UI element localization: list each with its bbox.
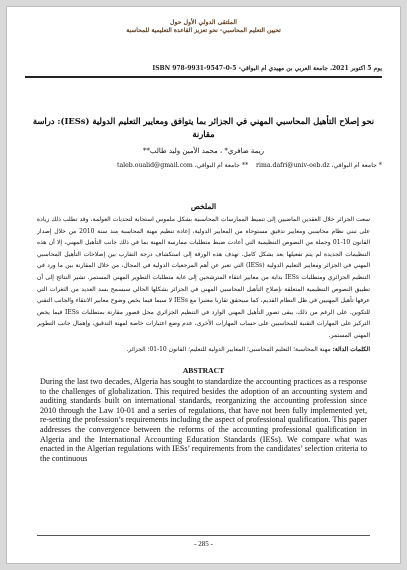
conference-title: الملتقى الدولي الأول حول [170, 19, 237, 26]
keywords-label: الكلمات الدالة: [332, 346, 370, 353]
conference-date-isbn: يوم 5 أكتوبر 2021، جامعة العربي بن مهيدي أم البواقي- ISBN 978-9931-9547-0-5 [152, 65, 382, 72]
arabic-keywords [37, 344, 370, 355]
arabic-abstract-heading: الملخص [190, 202, 217, 211]
conference-subtitle: تحيين التعليم المحاسبي- نحو تعزيز القاعدة التعليمية للمحاسبة [126, 27, 281, 35]
conference-header [25, 19, 382, 35]
header-divider [25, 76, 382, 78]
page-number: - 285 - [194, 540, 213, 548]
english-abstract-heading: ABSTRACT [182, 366, 225, 375]
english-abstract-body: During the last two decades, Algeria has sought to standardize the accounting practices as a response to the challenges of globalization. This required besides the adoption of an accounting system and auditing standards built on international standards, reorganizing the accounting profession since 2010 through the Law 10-01 and a series of regulations, that have not been fully implemented yet, re-setting the profession’s requirements including the aspect of professional qualification. This paper addresses the convergence between the reforms of the accounting professional qualification in Algeria and the International Accounting Education Standards (IESs). We compare what was enacted in the Algerian regulations with IESs’ requirements from the candidates’ selection criteria to the continuous [40, 377, 367, 463]
paper-page [6, 6, 401, 564]
arabic-abstract-body: سعت الجزائر خلال العقدين الماضيين إلى تنميط الممارسات المحاسبية بشكل ملموس استجابة لتحديات العولمة، وقد تطلب ذلك زيادة على تبني نظام محاسبي ومعايير تدقيق مستوحاة من المعايير الدولية، إعادة تنظيم مهنة المحاسبة منذ سنة 2010 من خلال إصدار القانون 10-01 وجملة من النصوص التنظيمية التي أعادت ضبط متطلبات ممارسة المهنة بما في ذلك جانب التأهيل المهني، إلا أن هذه التنظيمات الجديدة لم يتم تفعيلها بعد بشكل كامل. تهدف هذه الورقة إلى استكشاف درجة التقارب بين إصلاحات التأهيل المحاسبي المهني في الجزائر ومعايير التعليم الدولية (IESs) التي تعبر عن أهم المرجعيات الدولية في المجال، من خلال المقارنة بين ما ورد في التنظيم الجزائري ومتطلبات IESs بداية من معايير انتقاء المترشحين إلى غاية متطلبات التطوير المهني المستمر. تشير النتائج إلى أن تطبيق النصوص التنظيمية المتعلقة بإصلاح التأهيل المحاسبي المهني في الجزائر بشكلها الحالي سيسمح بسد العديد من الثغرات التي عرفها تأهيل المهنيين في ظل النظام القديم، كما سيحقق تقاربا معتبرا مع IESs لا سيما فيما يخص وضوح معايير الانتقاء والجانب التقني للتكوين. على الرغم من ذلك، يبقى تصور التأهيل المهني الوارد في التنظيم الجزائري محل قصور مقارنة بمتطلبات IESs فيما يخص التركيز على المهارات التقنية للمحاسبين على حساب المهارات الأخرى، عدم وضع اعتبارات خاصة لمهنة التدقيق، وإهمال جانب التطوير المهني المستمر. [37, 216, 370, 339]
paper-title: نحو إصلاح التأهيل المحاسبي المهني في الجزائر بما يتوافق ومعايير التعليم الدولية (IESs): دراسة مقارنة [32, 116, 375, 140]
footer-divider [37, 535, 370, 536]
author-affiliations [25, 162, 382, 169]
keywords-text: مهنة المحاسبة؛ التعليم المحاسبي؛ المعايير الدولية للتعليم؛ القانون 10-01؛ الجزائر. [126, 346, 331, 353]
affiliation-2: ** جامعة أم البواقي، taleb.oualid@gmail.com [116, 162, 249, 169]
paper-authors: ريمة ضافري* ، محمد الأمين وليد طالب** [142, 147, 265, 155]
affiliation-1: * جامعة أم البواقي، rima.dafri@univ-oeb.dz [256, 162, 382, 169]
